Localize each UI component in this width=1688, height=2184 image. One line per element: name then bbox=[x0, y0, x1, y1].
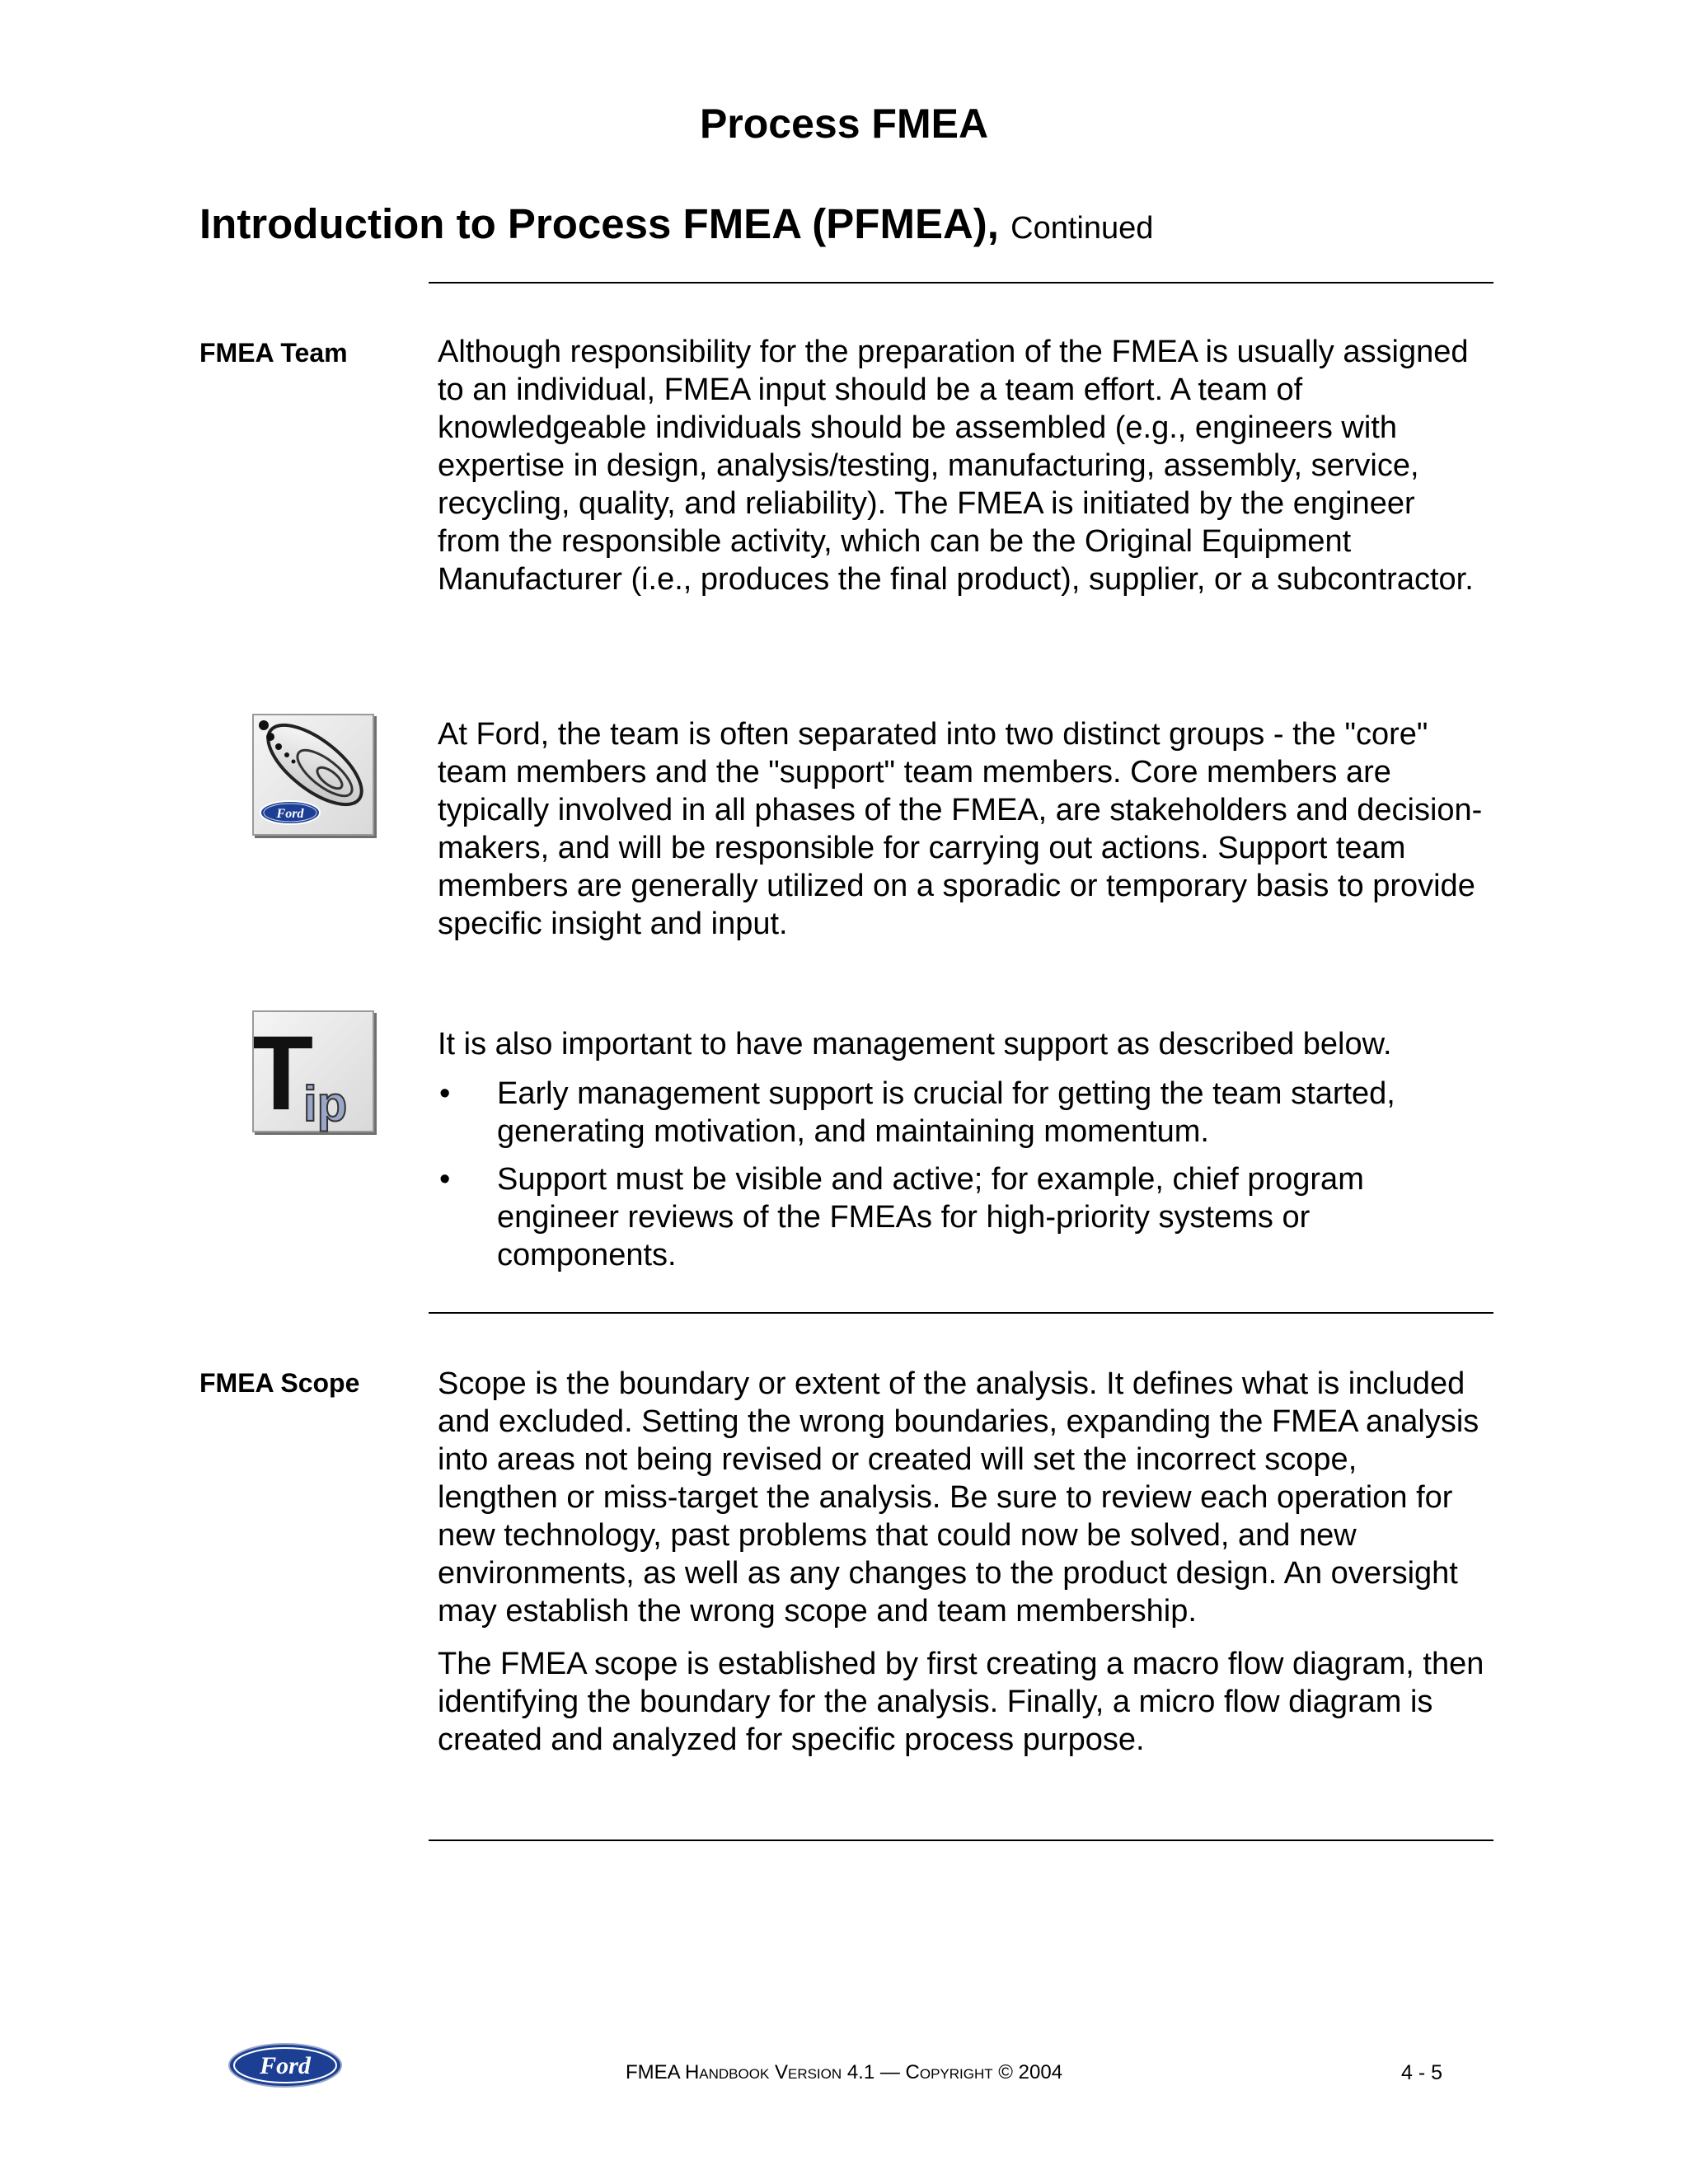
divider-bottom bbox=[429, 1840, 1493, 1841]
section-heading bbox=[199, 196, 1153, 256]
page-title: Process FMEA bbox=[699, 101, 989, 147]
tip-graphic bbox=[254, 1012, 376, 1134]
bullet-dot-icon: • bbox=[439, 1076, 451, 1111]
fmea-team-body bbox=[438, 333, 1484, 598]
tip-icon-letters-ip: ip bbox=[303, 1076, 348, 1132]
tip-icon bbox=[252, 1010, 374, 1132]
bullet-dot-icon: • bbox=[439, 1162, 451, 1197]
divider-top bbox=[429, 282, 1493, 284]
section-heading-text: Introduction to Process FMEA (PFMEA), bbox=[199, 200, 999, 247]
fmea-team-paragraph: Although responsibility for the preparation of the FMEA is usually assigned to an individual, FMEA input should be a team effort. A team of knowledgeable individuals should be assembled (e.g., engineers with expertise in design, analysis/testing, manufacturing, assembly, service, recycling, quality, and reliability). The FMEA is initiated by the engineer from the responsible activity, which can be the Original Equipment Manufacturer (i.e., produces the final product), supplier, or a subcontractor. bbox=[438, 335, 1474, 597]
fmea-scope-body bbox=[438, 1365, 1484, 1759]
ford-note-icon bbox=[252, 714, 374, 836]
tip-bullet-list bbox=[438, 1075, 1484, 1274]
footer-copyright: FMEA Handbook Version 4.1 — Copyright © 2004 bbox=[625, 2061, 1063, 2083]
page-number: 4 - 5 bbox=[1401, 2061, 1443, 2084]
ford-note-body bbox=[438, 715, 1484, 943]
tip-bullet-text: Support must be visible and active; for example, chief program engineer reviews of the FMEAs for high-priority systems or components. bbox=[497, 1162, 1364, 1272]
tip-icon-letter-t: T bbox=[254, 1015, 314, 1132]
fmea-scope-paragraph: The FMEA scope is established by first creating a macro flow diagram, then identifying the boundary for the analysis. Finally, a micro flow diagram is created and analyzed for specific process purpose. bbox=[438, 1647, 1484, 1757]
tip-bullet-item bbox=[438, 1075, 1484, 1151]
tip-intro: It is also important to have management support as described below. bbox=[438, 1027, 1392, 1062]
fmea-team-label: FMEA Team bbox=[199, 338, 348, 368]
ford-note-graphic bbox=[254, 715, 376, 837]
fmea-scope-paragraph: Scope is the boundary or extent of the analysis. It defines what is included and excluded. Setting the wrong boundaries, expanding the FMEA analysis into areas not being revised or created will set the incorrect scope, lengthen or miss-target the analysis. Be sure to review each operation for new technology, past problems that could now be solved, and new environments, as well as any changes to the product design. An oversight may establish the wrong scope and team membership. bbox=[438, 1366, 1479, 1629]
fmea-scope-label: FMEA Scope bbox=[199, 1368, 360, 1398]
tip-bullet-text: Early management support is crucial for getting the team started, generating motivation, and maintaining momentum. bbox=[497, 1076, 1395, 1149]
tip-bullet-item bbox=[438, 1160, 1484, 1274]
divider-middle bbox=[429, 1312, 1493, 1314]
footer-logo-text: Ford bbox=[260, 2052, 311, 2079]
ford-note-logo-text: Ford bbox=[276, 807, 304, 821]
ford-note-paragraph: At Ford, the team is often separated into two distinct groups - the "core" team members and the "support" team members. Core members are typically involved in all phases of the FMEA, are stakeholders and decision-makers, and will be responsible for carrying out actions. Support team members are generally utilized on a sporadic or temporary basis to provide specific insight and input. bbox=[438, 717, 1483, 941]
tip-body bbox=[438, 1025, 1484, 1284]
section-heading-continued: Continued bbox=[1010, 211, 1154, 246]
